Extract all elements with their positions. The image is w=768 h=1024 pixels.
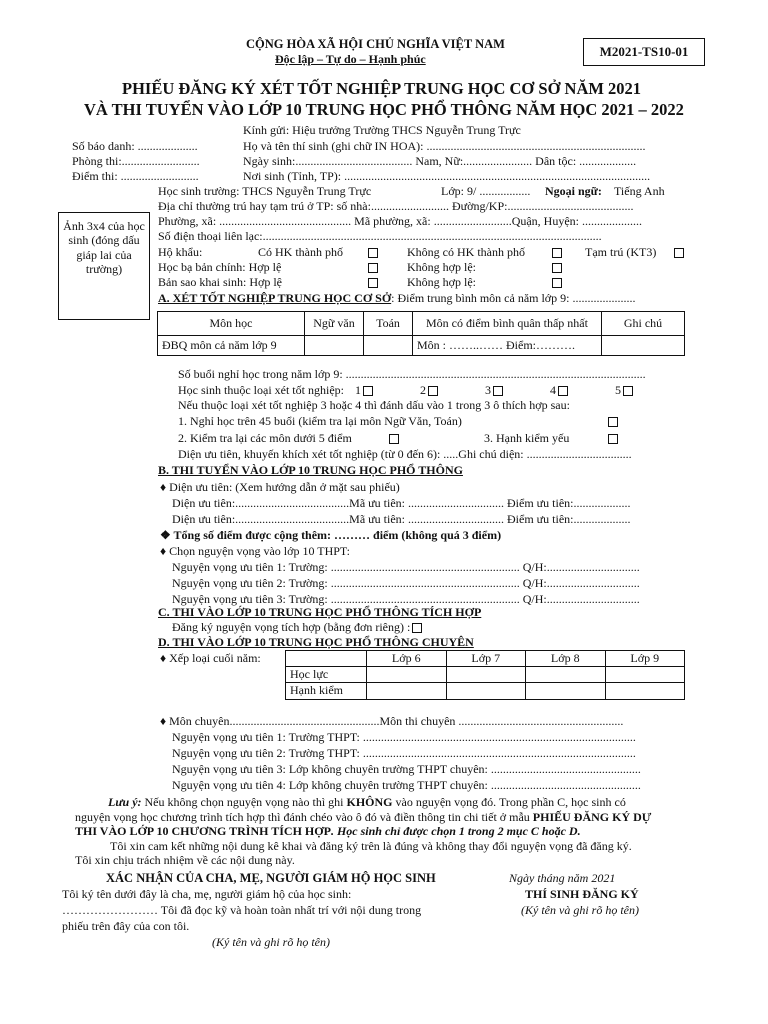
kt3-checkbox[interactable]: [674, 248, 684, 258]
hk-city-checkbox[interactable]: [368, 248, 378, 258]
type1-checkbox[interactable]: [363, 386, 373, 396]
hk-city-label: Có HK thành phố: [258, 245, 343, 259]
b-choice-1[interactable]: Nguyện vọng ưu tiên 1: Trường: ............................................................... Q/H:...............................: [172, 560, 640, 574]
parent-line-3: phiếu trên đây của con tôi.: [62, 919, 190, 933]
section-b-heading: B. THI TUYỂN VÀO LỚP 10 TRUNG HỌC PHỔ THÔNG: [158, 463, 463, 477]
d-choice-4[interactable]: Nguyện vọng ưu tiên 4: Lớp không chuyên trường THPT chuyên: ..................................................: [172, 778, 641, 792]
d-major-field[interactable]: ♦ Môn chuyên..................................................Môn thi chuyên .......................................................: [160, 714, 624, 728]
d-choice-3[interactable]: Nguyện vọng ưu tiên 3: Lớp không chuyên trường THPT chuyên: ..................................................: [172, 762, 641, 776]
transcript-valid-checkbox[interactable]: [368, 263, 378, 273]
birth-cert-label: Bản sao khai sinh: Hợp lệ: [158, 275, 282, 289]
section-a-table: [157, 311, 685, 356]
opt-absence-checkbox[interactable]: [608, 417, 618, 427]
photo-box: Ảnh 3x4 của học sinh (đóng dấu giáp lai của trường): [58, 212, 150, 320]
d-cell[interactable]: [446, 683, 526, 699]
commit-1: Tôi xin cam kết những nội dung kê khai và đăng ký trên là đúng và không thay đổi nguyện vọng đã đăng ký.: [110, 839, 632, 853]
d-choice-1[interactable]: Nguyện vọng ưu tiên 1: Trường THPT: ...........................................................................................: [172, 730, 636, 744]
integrated-checkbox[interactable]: [412, 623, 422, 633]
d-col-6: Lớp 6: [367, 651, 447, 667]
note-line-1: Lưu ý: Nếu không chọn nguyện vọng nào thì ghi KHÔNG vào nguyện vọng đó. Trong phần C, học sinh có: [108, 795, 626, 809]
form-code: M2021-TS10-01: [583, 38, 705, 66]
ward-field[interactable]: Phường, xã: ............................................ Mã phường, xã: ..........................Quận, Huyện: ....................: [158, 214, 643, 228]
opt-retest: 2. Kiểm tra lại các môn dưới 5 điểm: [178, 431, 352, 445]
opt-absence: 1. Nghỉ học trên 45 buổi (kiểm tra lại môn Ngữ Văn, Toán): [178, 414, 462, 428]
note-line-2: nguyện vọng học chương trình tích hợp thì đánh chéo vào ô đó và điền thông tin chi tiết ở mẫu PHIẾU ĐĂNG KÝ DỰ: [75, 810, 652, 824]
opt-conduct: 3. Hạnh kiểm yếu: [484, 431, 570, 445]
type4-checkbox[interactable]: [558, 386, 568, 396]
opt-retest-checkbox[interactable]: [389, 434, 399, 444]
d-cell[interactable]: [605, 667, 685, 683]
type2-checkbox[interactable]: [428, 386, 438, 396]
motto: Độc lập – Tự do – Hạnh phúc: [275, 52, 426, 66]
school-field: Học sinh trường: THCS Nguyễn Trung Trực: [158, 184, 372, 198]
d-col-8: Lớp 8: [526, 651, 606, 667]
b-priority-2[interactable]: Diện ưu tiên:......................................Mã ưu tiên: ................................ Điểm ưu tiên:...................: [172, 512, 631, 526]
class-field[interactable]: Lớp: 9/ .................: [441, 184, 531, 198]
section-c-heading: C. THI VÀO LỚP 10 TRUNG HỌC PHỔ THÔNG TÍCH HỢP: [158, 605, 482, 619]
d-row-academic: Học lực: [286, 667, 367, 683]
d-rank-label: ♦ Xếp loại cuối năm:: [160, 651, 261, 665]
dob-field[interactable]: Ngày sinh:....................................... Nam, Nữ:....................... Dân tộc: ...................: [243, 154, 637, 168]
main-title-1: PHIẾU ĐĂNG KÝ XÉT TỐT NGHIỆP TRUNG HỌC CƠ SỞ NĂM 2021: [122, 79, 642, 98]
pob-field[interactable]: Nơi sinh (Tỉnh, TP): ......................................................................................................: [243, 169, 651, 183]
d-cell[interactable]: [367, 683, 447, 699]
b-bonus-total: ❖ Tổng số điểm được cộng thêm: ……… điểm (không quá 3 điểm): [160, 528, 502, 542]
b-choice-heading: ♦ Chọn nguyện vọng vào lớp 10 THPT:: [160, 544, 350, 558]
sbd-field[interactable]: Số báo danh: ....................: [72, 139, 198, 153]
exam-site-field[interactable]: Điểm thi: ..........................: [72, 169, 199, 183]
b-priority-1[interactable]: Diện ưu tiên:......................................Mã ưu tiên: ................................ Điểm ưu tiên:...................: [172, 496, 631, 510]
main-title-2: VÀ THI TUYỂN VÀO LỚP 10 TRUNG HỌC PHỔ THÔNG NĂM HỌC 2021 – 2022: [84, 100, 684, 119]
col-literature: Ngữ văn: [305, 312, 364, 336]
cell-note[interactable]: [602, 336, 685, 356]
parent-signature[interactable]: (Ký tên và ghi rõ họ tên): [212, 935, 330, 949]
hk-label: Hộ khẩu:: [158, 245, 203, 259]
col-subject: Môn học: [158, 312, 305, 336]
b-choice-2[interactable]: Nguyện vọng ưu tiên 2: Trường: ............................................................... Q/H:...............................: [172, 576, 640, 590]
type-note: Nếu thuộc loại xét tốt nghiệp 3 hoặc 4 thì đánh dấu vào 1 trong 3 ô thích hợp sau:: [178, 398, 570, 412]
transcript-invalid-checkbox[interactable]: [552, 263, 562, 273]
b-priority-note: ♦ Diện ưu tiên: (Xem hướng dẫn ở mặt sau phiếu): [160, 480, 400, 494]
section-d-heading: D. THI VÀO LỚP 10 TRUNG HỌC PHỔ THÔNG CHUYÊN: [158, 635, 474, 649]
d-choice-2[interactable]: Nguyện vọng ưu tiên 2: Trường THPT: ...........................................................................................: [172, 746, 636, 760]
col-note: Ghi chú: [602, 312, 685, 336]
note-line-3: THI VÀO LỚP 10 CHƯƠNG TRÌNH TÍCH HỢP. Học sinh chỉ được chọn 1 trong 2 mục C hoặc D.: [75, 824, 581, 838]
absence-field[interactable]: Số buổi nghỉ học trong năm lớp 9: ....................................................................................................: [178, 367, 646, 381]
parent-title: XÁC NHẬN CỦA CHA, MẸ, NGƯỜI GIÁM HỘ HỌC SINH: [106, 871, 436, 885]
transcript-invalid-label: Không hợp lệ:: [407, 260, 477, 274]
section-d-table: [285, 650, 685, 700]
cell-literature[interactable]: [305, 336, 364, 356]
phone-field[interactable]: Số điện thoại liên lạc:.................................................................................................................: [158, 229, 602, 243]
lang-value: Tiếng Anh: [614, 184, 665, 198]
b-choice-3[interactable]: Nguyện vọng ưu tiên 3: Trường: ............................................................... Q/H:...............................: [172, 592, 640, 606]
birth-valid-checkbox[interactable]: [368, 278, 378, 288]
type3-checkbox[interactable]: [493, 386, 503, 396]
student-signature[interactable]: (Ký tên và ghi rõ họ tên): [521, 903, 639, 917]
type5-checkbox[interactable]: [623, 386, 633, 396]
priority-grad-field[interactable]: Diện ưu tiên, khuyến khích xét tốt nghiệp (từ 0 đến 6): .....Ghi chú diện: ...................................: [178, 447, 632, 461]
cell-math[interactable]: [364, 336, 413, 356]
opt-conduct-checkbox[interactable]: [608, 434, 618, 444]
nation-title: CỘNG HÒA XÃ HỘI CHỦ NGHĨA VIỆT NAM: [246, 37, 505, 51]
transcript-label: Học bạ bản chính: Hợp lệ: [158, 260, 282, 274]
commit-2: Tôi xin chịu trách nhiệm về các nội dung này.: [75, 853, 295, 867]
d-col-9: Lớp 9: [605, 651, 685, 667]
d-cell[interactable]: [526, 667, 606, 683]
birth-invalid-checkbox[interactable]: [552, 278, 562, 288]
d-cell[interactable]: [446, 667, 526, 683]
sign-date[interactable]: Ngày tháng năm 2021: [509, 871, 616, 885]
parent-line-1: Tôi ký tên dưới đây là cha, mẹ, người giám hộ của học sinh:: [62, 887, 352, 901]
col-lowest: Môn có điểm bình quân thấp nhất: [413, 312, 602, 336]
d-col-blank: [286, 651, 367, 667]
section-a-heading: A. XÉT TỐT NGHIỆP TRUNG HỌC CƠ SỞ: Điểm trung bình môn cả năm lớp 9: .....................: [158, 291, 636, 305]
student-title: THÍ SINH ĐĂNG KÝ: [525, 887, 639, 901]
hk-nocity-label: Không có HK thành phố: [407, 245, 525, 259]
parent-line-2: …………………… Tôi đã đọc kỹ và hoàn toàn nhất trí với nội dung trong: [62, 903, 422, 917]
col-math: Toán: [364, 312, 413, 336]
d-cell[interactable]: [367, 667, 447, 683]
birth-invalid-label: Không hợp lệ:: [407, 275, 477, 289]
d-row-conduct: Hạnh kiểm: [286, 683, 367, 699]
hk-nocity-checkbox[interactable]: [552, 248, 562, 258]
row-gpa-label: ĐBQ môn cả năm lớp 9: [158, 336, 305, 356]
d-cell[interactable]: [605, 683, 685, 699]
room-field[interactable]: Phòng thi:..........................: [72, 154, 200, 168]
kt3-label: Tạm trú (KT3): [585, 245, 657, 259]
d-col-7: Lớp 7: [446, 651, 526, 667]
c-integrated: Đăng ký nguyện vọng tích hợp (bằng đơn riêng) :: [172, 621, 422, 634]
addressee: Kính gửi: Hiệu trưởng Trường THCS Nguyễn Trung Trực: [243, 123, 521, 137]
address-field[interactable]: Địa chỉ thường trú hay tạm trú ở TP: số nhà:.......................... Đường/KP:..........................................: [158, 199, 634, 213]
cell-lowest[interactable]: Môn : ……..…… Điểm:……….: [413, 336, 602, 356]
grad-type-row: Học sinh thuộc loại xét tốt nghiệp: 1 2 3 4 5: [178, 384, 633, 397]
lang-label: Ngoại ngữ:: [545, 184, 602, 198]
name-field[interactable]: Họ và tên thí sinh (ghi chữ IN HOA): .........................................................................: [243, 139, 646, 153]
d-cell[interactable]: [526, 683, 606, 699]
